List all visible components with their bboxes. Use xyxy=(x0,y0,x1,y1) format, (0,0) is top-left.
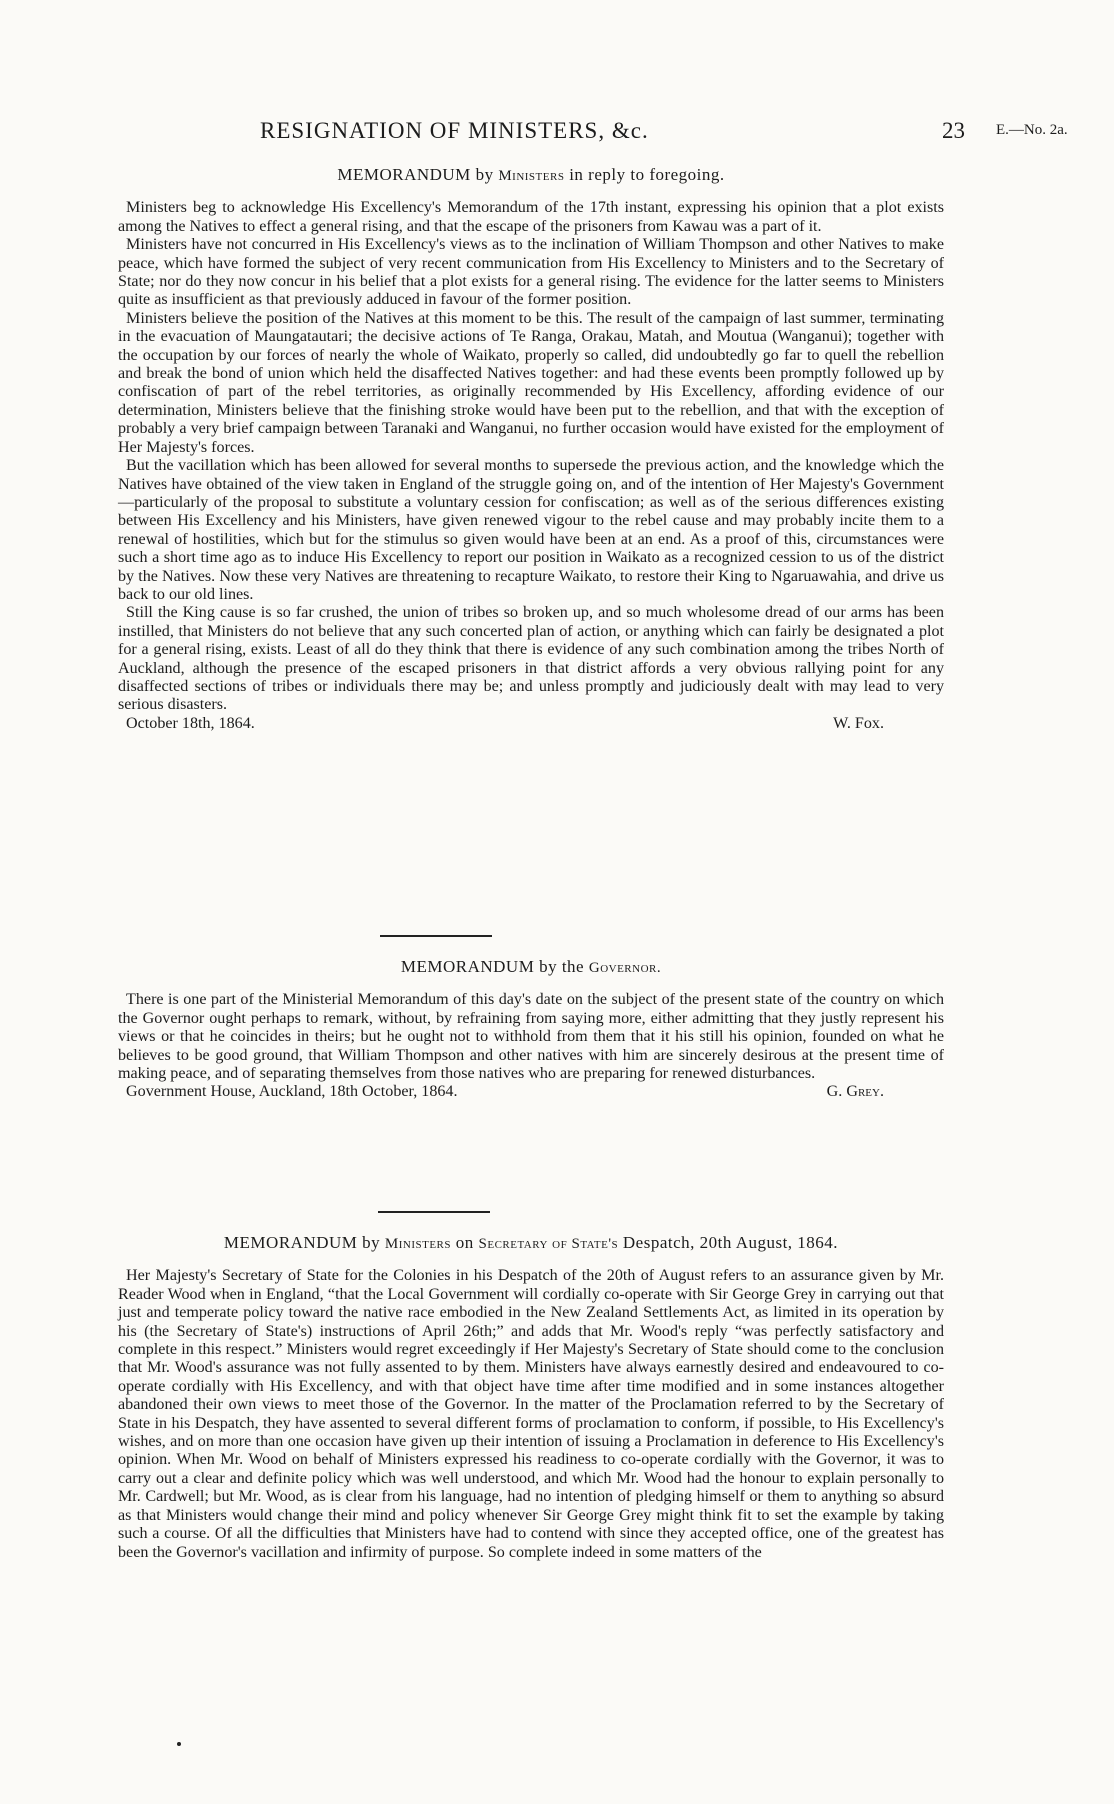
paper-reference: E.—No. 2a. xyxy=(996,122,1068,138)
paragraph: Still the King cause is so far crushed, the union of tribes so broken up, and so much wholesome dread of our arms has been instilled, that Ministers do not believe that any such concerted plan of action, or anything which can fairly be designated a plot for a general rising, exists. Least of all do they think that there is evidence of any such combination among the tribes North of Auckland, although the presence of the escaped prisoners in that district affords a very obvious rallying point for any disaffected sections of tribes or individuals there may be; and unless promptly and judiciously dealt with may lead to very serious disasters. xyxy=(118,604,944,714)
running-header xyxy=(0,118,1114,148)
memo1-signoff xyxy=(118,715,944,733)
paragraph: Ministers believe the position of the Natives at this moment to be this. The result of the campaign of last summer, terminating in the evacuation of Maungatautari; the decisive actions of Te Ranga, Orakau, Matah, and Moutua (Wanganui); together with the occupation by our forces of nearly the whole of Waikato, properly so called, did undoubtedly go far to quell the rebellion and break the bond of union which held the disaffected Natives together: and had these events been promptly followed up by confiscation of part of the rebel territories, as originally recommended by His Excellency, affording evidence of our determination, Ministers believe that the finishing stroke would have been put to the rebellion, and that with the exception of probably a very brief campaign between Taranaki and Wanganui, no further occasion would have existed for the employment of Her Majesty's forces. xyxy=(118,309,944,456)
memo1-signature: W. Fox. xyxy=(833,714,884,732)
memo-ministers-despatch xyxy=(118,1234,944,1562)
paragraph: But the vacillation which has been allowed for several months to supersede the previous action, and the knowledge which the Natives have obtained of the view taken in England of the struggle going on, and of the intention of Her Majesty's Government—particularly of the proposal to substitute a voluntary cession for confiscation; as well as of the serious differences existing between His Excellency and his Ministers, have given renewed vigour to the rebel cause and may probably incite them to a renewal of hostilities, which but for the stimulus so given would have been at an end. As a proof of this, circumstances were such a short time ago as to induce His Excellency to report our position in Waikato as a recognized cession to us of the district by the Natives. Now these very Natives are threatening to recapture Waikato, to restore their King to Ngaruawahia, and drive us back to our old lines. xyxy=(118,457,944,603)
paragraph: There is one part of the Ministerial Memorandum of this day's date on the subject of the present state of the country on which the Governor ought perhaps to remark, without, by refraining from saying more, either admitting that they justly represent his views or that he coincides in theirs; but he ought not to withhold from them that it his still his opinion, founded on what he believes to be good ground, that William Thompson and other natives with him are sincerely desirous at the present time of making peace, and of separating themselves from those natives who are preparing for renewed disturbances. xyxy=(118,991,944,1083)
memo2-signature: G. Grey. xyxy=(826,1083,884,1101)
page-number: 23 xyxy=(942,118,965,143)
memo2-signoff xyxy=(118,1083,944,1101)
paragraph: Ministers have not concurred in His Excellency's views as to the inclination of William Thompson and other Natives to make peace, which have formed the subject of very recent communication from His Excellency to Ministers and to the Secretary of State; nor do they now concur in his belief that a plot exists for a general rising. The evidence for the latter seems to Ministers quite as insufficient as that previously adduced in favour of the former position. xyxy=(118,236,944,309)
section-divider xyxy=(378,1211,490,1213)
stray-mark xyxy=(177,1742,181,1746)
paragraph: Her Majesty's Secretary of State for the Colonies in his Despatch of the 20th of August refers to an assurance given by Mr. Reader Wood when in England, “that the Local Government will cordially co-operate with Sir George Grey in carrying out that just and temperate policy toward the native race embodied in the New Zealand Settlements Act, as limited in its operation by his (the Secretary of State's) instructions of April 26th;” and adds that Mr. Wood's reply “was perfectly satisfactory and complete in this respect.” Ministers would regret exceedingly if Her Majesty's Secretary of State should come to the conclusion that Mr. Wood's assurance was not fully assented to by them. Ministers have always earnestly desired and endeavoured to co-operate cordially with His Excellency, and with that object have time after time modified and in some instances altogether abandoned their own views to meet those of the Governor. In the matter of the Proclamation referred to by the Secretary of State in his Despatch, they have assented to several different forms of proclamation to conform, if possible, to His Excellency's wishes, and on more than one occasion have given up their intention of issuing a Proclamation in deference to His Excellency's opinion. When Mr. Wood on behalf of Ministers expressed his readiness to co-operate cordially with the Governor, it was to carry out a clear and definite policy which was well understood, and which Mr. Wood had the honour to explain personally to Mr. Cardwell; but Mr. Wood, as is clear from his language, had no intention of pledging himself or them to anything so absurd as that Ministers would change their mind and policy whenever Sir George Grey might think fit to set the example by taking such a course. Of all the difficulties that Ministers have had to contend with since they accepted office, one of the greatest has been the Governor's vacillation and infirmity of purpose. So complete indeed in some matters of the xyxy=(118,1267,944,1561)
memo3-heading: MEMORANDUM by Ministers on Secretary of State's Despatch, 20th August, 1864. xyxy=(223,1233,839,1252)
memo2-date: Government House, Auckland, 18th October, 1864. xyxy=(126,1083,458,1101)
memo1-heading: MEMORANDUM by Ministers in reply to foregoing. xyxy=(337,165,725,184)
header-title: RESIGNATION OF MINISTERS, &c. xyxy=(260,118,649,143)
memo-governor xyxy=(118,958,944,1102)
section-divider xyxy=(380,935,492,937)
paragraph: Ministers beg to acknowledge His Excellency's Memorandum of the 17th instant, expressing his opinion that a plot exists among the Natives to effect a general rising, and that the escape of the prisoners from Kawau was a part of it. xyxy=(118,199,944,235)
memo-ministers-reply xyxy=(118,166,944,733)
memo1-date: October 18th, 1864. xyxy=(126,714,255,732)
memo2-heading: MEMORANDUM by the Governor. xyxy=(400,957,662,976)
